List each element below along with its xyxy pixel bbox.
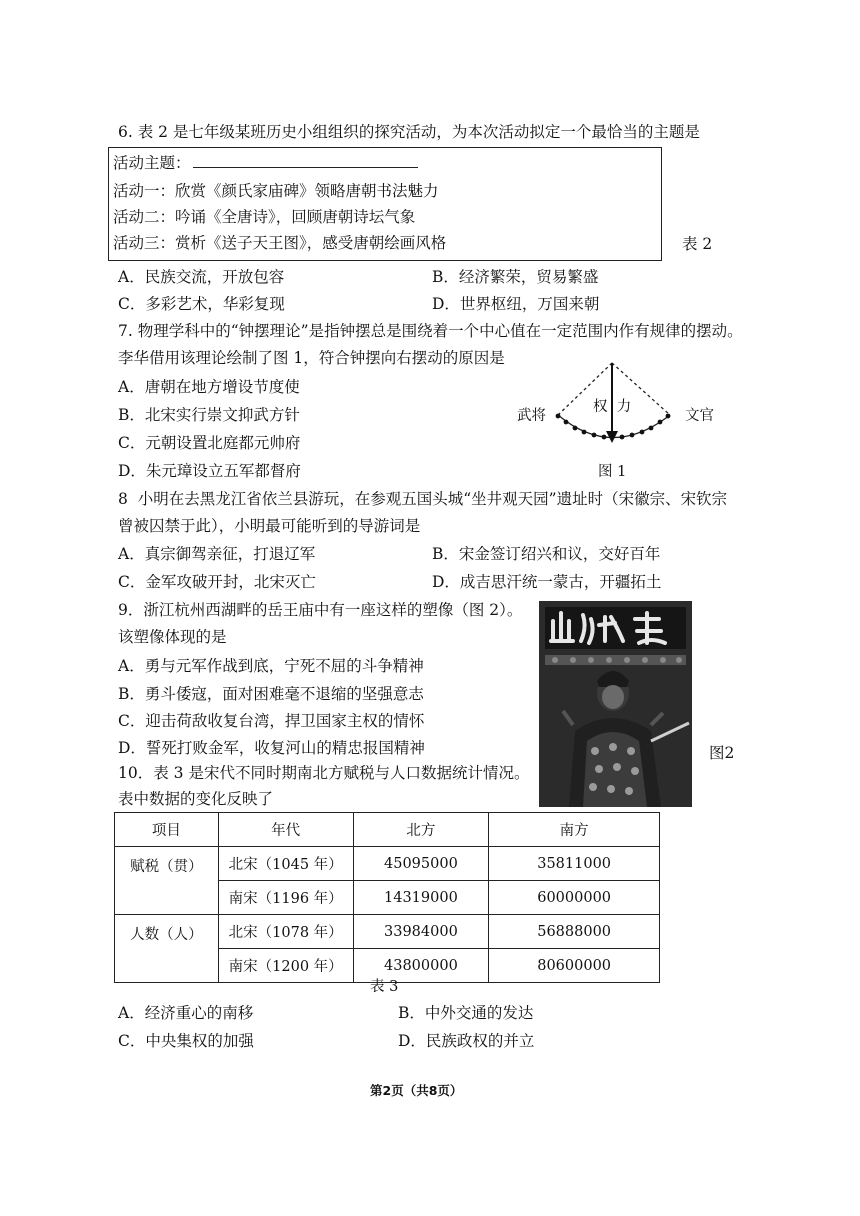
q8-option-c: C．金军攻破开封，北宋灭亡 — [118, 573, 316, 591]
q10-option-a: A．经济重心的南移 — [118, 1004, 254, 1022]
header-item: 项目 — [115, 813, 219, 847]
q9-stem-line1: 9．浙江杭州西湖畔的岳王庙中有一座这样的塑像（图 2）。 — [118, 601, 523, 619]
row-south: 35811000 — [489, 847, 660, 881]
q7-stem-line2: 李华借用该理论绘制了图 1，符合钟摆向右摆动的原因是 — [118, 349, 505, 367]
q8-option-b: B．宋金签订绍兴和议，交好百年 — [432, 545, 661, 563]
q7-option-b: B．北宋实行崇文抑武方针 — [118, 406, 300, 424]
q9-stem-line2: 该塑像体现的是 — [118, 628, 227, 646]
q10-option-b: B．中外交通的发达 — [398, 1004, 534, 1022]
activity-2: 活动二：吟诵《全唐诗》，回顾唐朝诗坛气象 — [113, 208, 416, 226]
figure1-caption: 图 1 — [598, 464, 627, 480]
pendulum-right-label: 文官 — [685, 408, 714, 424]
row-south: 56888000 — [489, 915, 660, 949]
q7-stem-line1: 7. 物理学科中的“钟摆理论”是指钟摆总是围绕着一个中心值在一定范围内作有规律的摆动。 — [118, 322, 743, 340]
q10-stem-line1: 10．表 3 是宋代不同时期南北方赋税与人口数据统计情况。 — [118, 764, 530, 782]
row-north: 14319000 — [353, 881, 489, 915]
q10-stem-line2: 表中数据的变化反映了 — [118, 790, 274, 808]
table3-caption: 表 3 — [370, 979, 399, 995]
row-period: 南宋（1200 年） — [218, 949, 353, 983]
q6-option-c: C．多彩艺术，华彩复现 — [118, 295, 285, 313]
q9-option-b: B．勇斗倭寇，面对困难毫不退缩的坚强意志 — [118, 685, 424, 703]
yue-fei-statue-photo — [539, 601, 692, 807]
q6-stem: 6. 表 2 是七年级某班历史小组组织的探究活动，为本次活动拟定一个最恰当的主题是 — [118, 123, 700, 141]
activity-1: 活动一：欣赏《颜氏家庙碑》领略唐朝书法魅力 — [113, 182, 439, 200]
header-north: 北方 — [353, 813, 489, 847]
pendulum-left-label: 武将 — [517, 408, 546, 424]
group-tax: 赋税（贯） — [115, 847, 219, 915]
q7-option-d: D．朱元璋设立五军都督府 — [118, 462, 301, 480]
row-period: 南宋（1196 年） — [218, 881, 353, 915]
q6-option-b: B．经济繁荣，贸易繁盛 — [432, 268, 599, 286]
group-population: 人数（人） — [115, 915, 219, 983]
q6-option-a: A．民族交流，开放包容 — [118, 268, 285, 286]
q8-stem-line2: 曾被囚禁于此），小明最可能听到的导游词是 — [118, 517, 421, 535]
table-row — [115, 847, 660, 881]
q10-option-d: D．民族政权的并立 — [398, 1032, 535, 1050]
header-south: 南方 — [489, 813, 660, 847]
tax-population-table — [114, 812, 660, 983]
q6-option-d: D．世界枢纽，万国来朝 — [432, 295, 600, 313]
activity-theme-line — [113, 153, 418, 173]
q8-stem-line1: 8 小明在去黑龙江省依兰县游玩，在参观五国头城“坐井观天园”遗址时（宋徽宗、宋钦宗 — [118, 490, 728, 508]
row-period: 北宋（1045 年） — [218, 847, 353, 881]
table2-label: 表 2 — [682, 235, 713, 253]
row-north: 43800000 — [353, 949, 489, 983]
figure2-caption: 图2 — [709, 744, 735, 762]
table-header-row — [115, 813, 660, 847]
pendulum-center-label: 权 力 — [593, 399, 632, 415]
q9-option-c: C．迎击荷敌收复台湾，捍卫国家主权的情怀 — [118, 712, 425, 730]
page-footer: 第2页（共8页） — [370, 1083, 463, 1098]
header-period: 年代 — [218, 813, 353, 847]
activity-theme-label: 活动主题： — [113, 154, 191, 172]
activity-3: 活动三：赏析《送子天王图》，感受唐朝绘画风格 — [113, 234, 447, 252]
q9-option-a: A．勇与元军作战到底，宁死不屈的斗争精神 — [118, 657, 424, 675]
row-period: 北宋（1078 年） — [218, 915, 353, 949]
theme-blank — [193, 153, 418, 168]
q7-option-c: C．元朝设置北庭都元帅府 — [118, 434, 301, 452]
q8-option-a: A．真宗御驾亲征，打退辽军 — [118, 545, 316, 563]
q10-option-c: C．中央集权的加强 — [118, 1032, 254, 1050]
row-north: 45095000 — [353, 847, 489, 881]
q8-option-d: D．成吉思汗统一蒙古，开疆拓土 — [432, 573, 662, 591]
q7-option-a: A．唐朝在地方增设节度使 — [118, 378, 300, 396]
row-north: 33984000 — [353, 915, 489, 949]
row-south: 60000000 — [489, 881, 660, 915]
row-south: 80600000 — [489, 949, 660, 983]
table-row — [115, 915, 660, 949]
q9-option-d: D．誓死打败金军，收复河山的精忠报国精神 — [118, 739, 425, 757]
